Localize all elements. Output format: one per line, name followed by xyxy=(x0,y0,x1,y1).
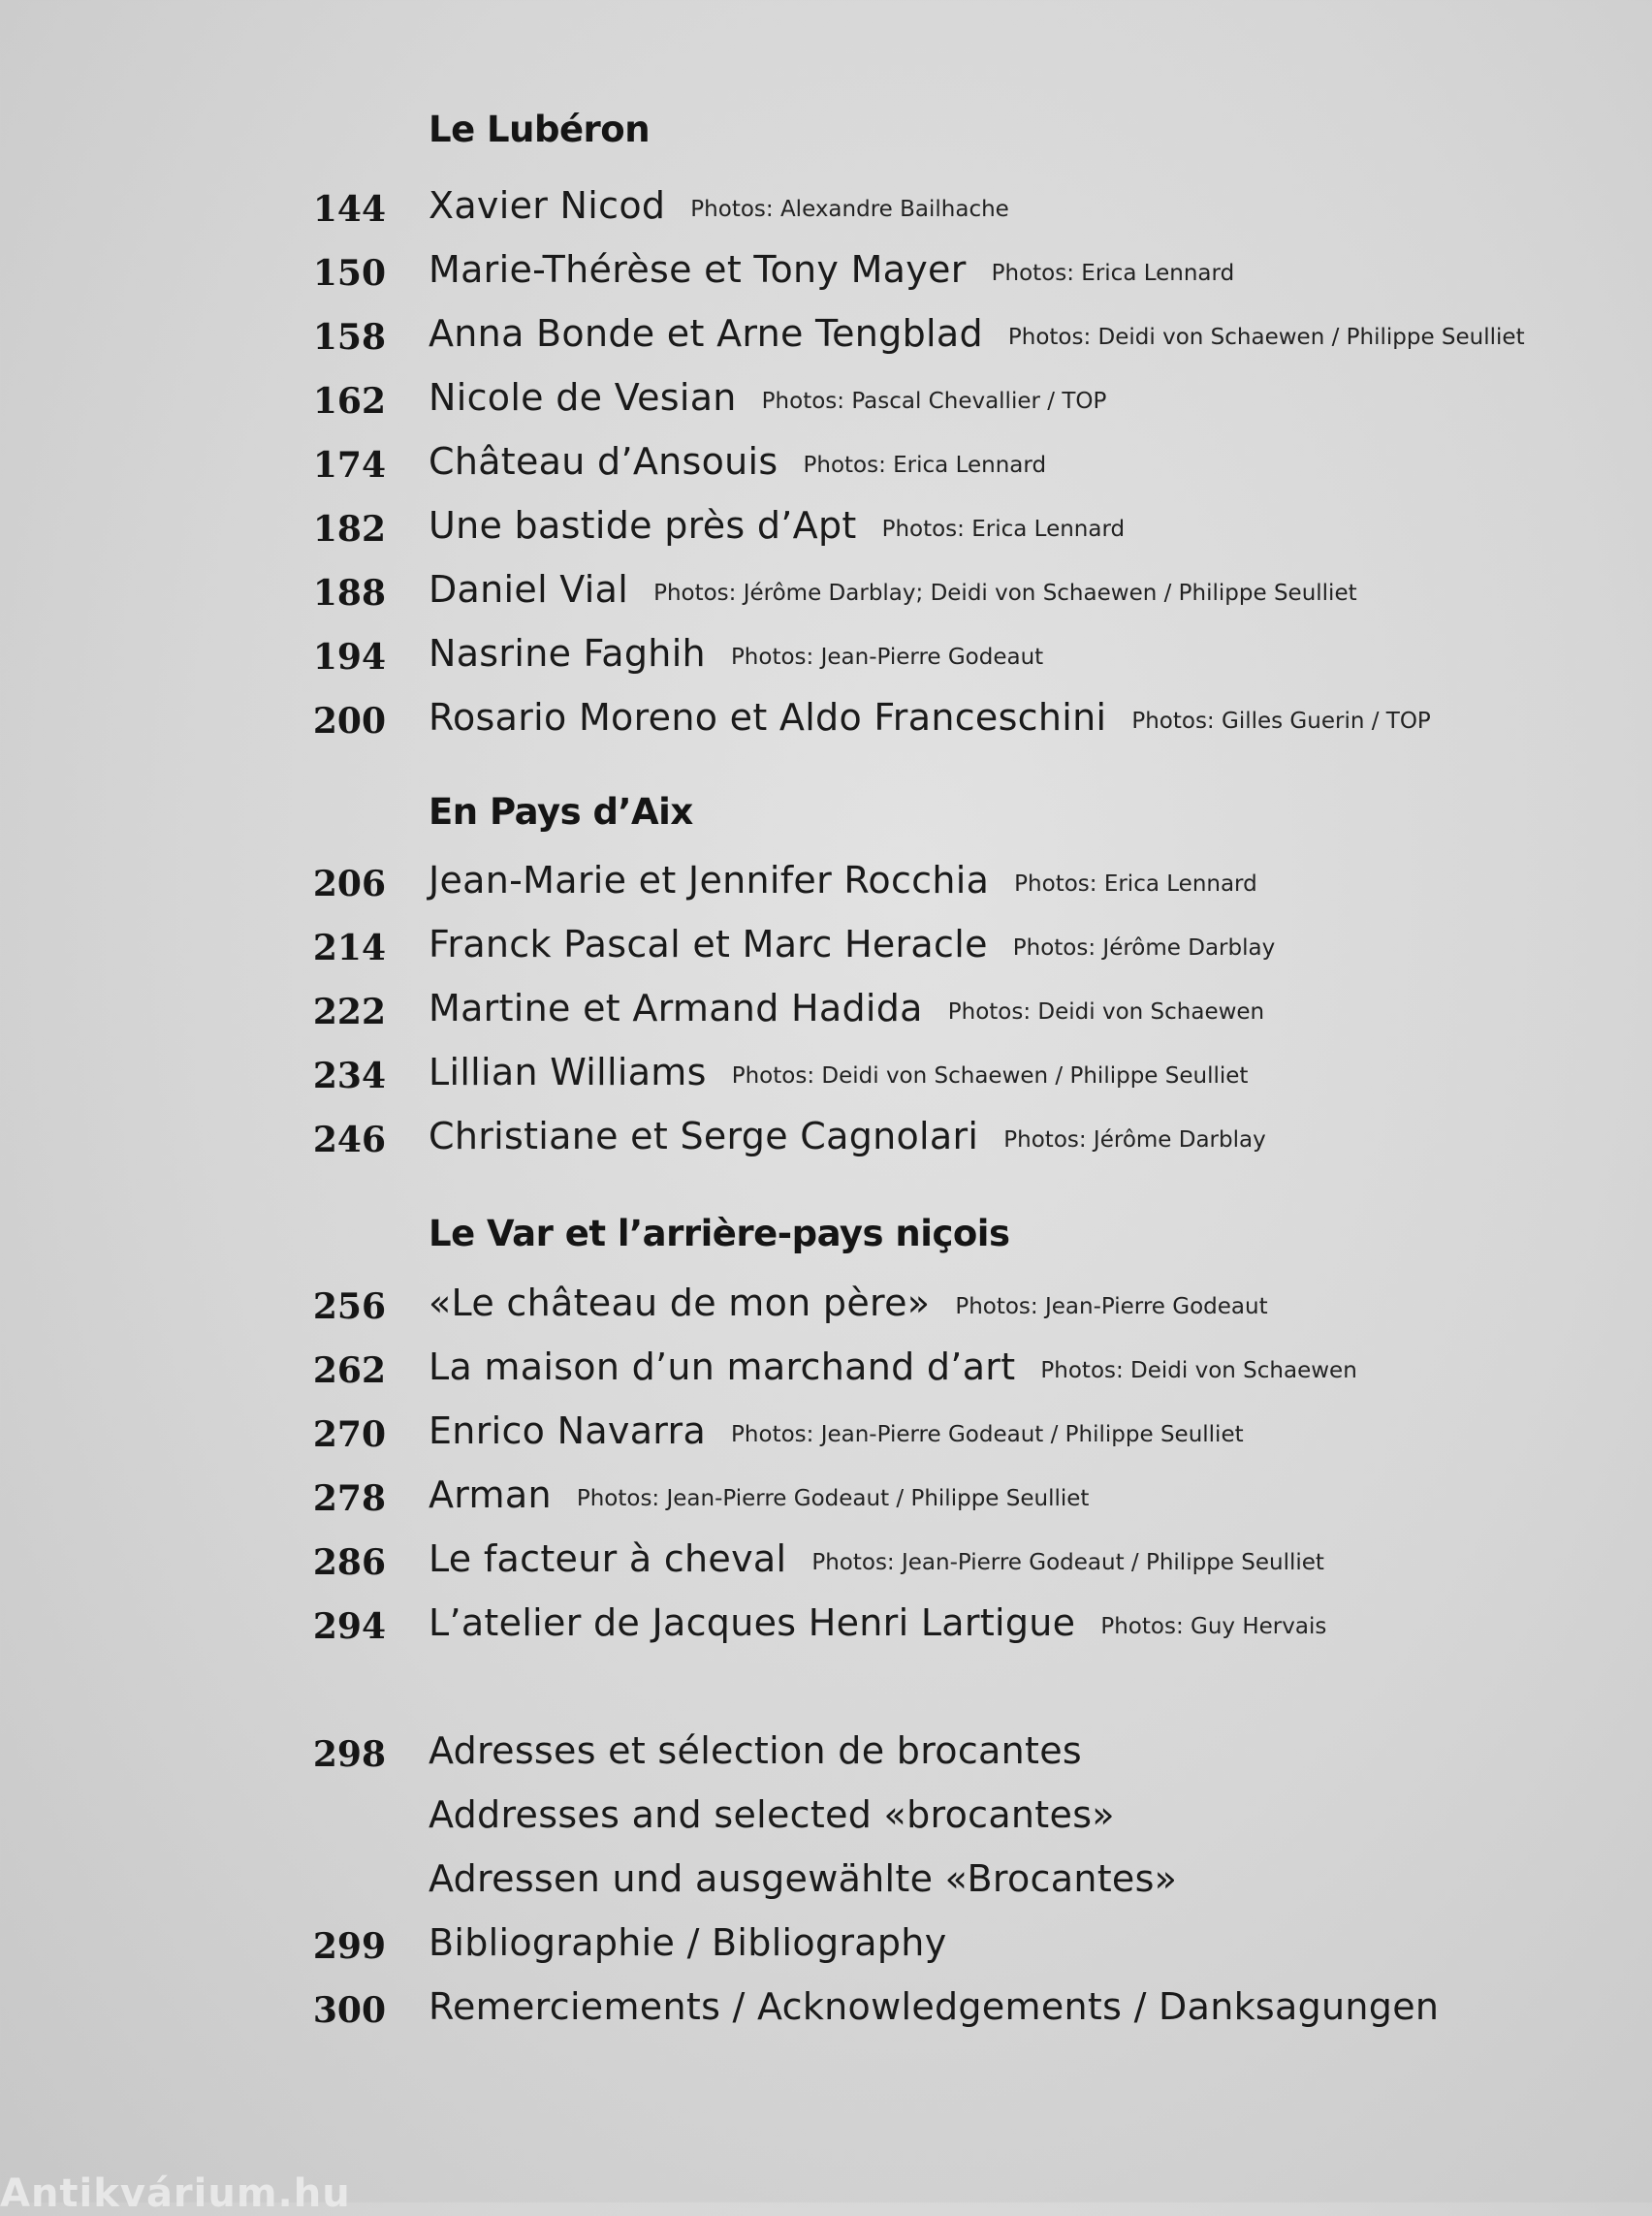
toc-entry xyxy=(0,560,1652,618)
photo-credit: Photos: Pascal Chevallier / TOP xyxy=(761,389,1107,414)
page-number: 158 xyxy=(312,317,386,358)
photo-credit: Photos: Deidi von Schaewen / Philippe Seulliet xyxy=(731,1063,1249,1089)
page-number: 200 xyxy=(312,701,386,742)
toc-entry xyxy=(0,1338,1652,1396)
entry-title: Le facteur à cheval xyxy=(429,1537,787,1580)
watermark: Antikvárium.hu xyxy=(0,2171,351,2216)
photo-credit: Photos: Jean-Pierre Godeaut / Philippe Seulliet xyxy=(731,1422,1244,1447)
toc-entry xyxy=(0,688,1652,746)
entry-title: Nicole de Vesian xyxy=(429,376,737,419)
entry-title: L’atelier de Jacques Henri Lartigue xyxy=(429,1601,1076,1644)
toc-entry xyxy=(0,1402,1652,1460)
toc-entry-bibliography xyxy=(0,1914,1652,1972)
entry-title: Arman xyxy=(429,1473,552,1516)
entry-title: Franck Pascal et Marc Heracle xyxy=(429,923,988,966)
page-number: 174 xyxy=(312,445,386,486)
toc-entry xyxy=(0,851,1652,909)
page-number: 182 xyxy=(312,509,386,550)
toc-entry xyxy=(0,176,1652,235)
toc-entry xyxy=(0,1530,1652,1588)
toc-entry xyxy=(0,1043,1652,1101)
entry-title: Enrico Navarra xyxy=(429,1409,707,1452)
toc-entry xyxy=(0,1274,1652,1332)
photo-credit: Photos: Jean-Pierre Godeaut xyxy=(730,645,1044,670)
photo-credit: Photos: Jérôme Darblay; Deidi von Schaewen / Philippe Seulliet xyxy=(653,581,1357,606)
entry-title: Christiane et Serge Cagnolari xyxy=(429,1115,979,1157)
page-number: 300 xyxy=(312,1990,386,2031)
entry-title: Lillian Williams xyxy=(429,1051,707,1093)
page-number: 262 xyxy=(312,1350,386,1391)
page-number: 246 xyxy=(312,1120,386,1160)
page-number: 214 xyxy=(312,928,386,968)
entry-title: Anna Bonde et Arne Tengblad xyxy=(429,312,983,355)
entry-title: Marie-Thérèse et Tony Mayer xyxy=(429,248,967,291)
page-number: 270 xyxy=(312,1414,386,1455)
section-title-pays-d-aix: En Pays d’Aix xyxy=(429,791,693,833)
page-number: 162 xyxy=(312,381,386,422)
page-number: 299 xyxy=(312,1926,386,1967)
page-number: 206 xyxy=(312,864,386,904)
entry-title: Jean-Marie et Jennifer Rocchia xyxy=(429,859,990,902)
page-number: 294 xyxy=(312,1606,386,1647)
page-number: 256 xyxy=(312,1286,386,1327)
entry-title: Martine et Armand Hadida xyxy=(429,987,923,1029)
page-number: 144 xyxy=(312,189,386,230)
toc-entry xyxy=(0,979,1652,1037)
entry-title: «Le château de mon père» xyxy=(429,1282,931,1324)
toc-entry xyxy=(0,1466,1652,1524)
photo-credit: Photos: Deidi von Schaewen / Philippe Seulliet xyxy=(1007,325,1525,350)
photo-credit: Photos: Deidi von Schaewen xyxy=(1040,1358,1357,1383)
photo-credit: Photos: Deidi von Schaewen xyxy=(947,999,1265,1025)
toc-entry xyxy=(0,496,1652,554)
toc-entry xyxy=(0,1107,1652,1165)
page-number: 222 xyxy=(312,992,386,1032)
entry-title: Une bastide près d’Apt xyxy=(429,504,857,547)
photo-credit: Photos: Erica Lennard xyxy=(803,453,1047,478)
photo-credit: Photos: Jean-Pierre Godeaut / Philippe Seulliet xyxy=(811,1550,1324,1575)
photo-credit: Photos: Jean-Pierre Godeaut / Philippe Seulliet xyxy=(576,1486,1090,1511)
toc-entry xyxy=(0,1594,1652,1652)
entry-title: Rosario Moreno et Aldo Franceschini xyxy=(429,696,1107,739)
page-number: 194 xyxy=(312,637,386,678)
entry-title: Addresses and selected «brocantes» xyxy=(429,1793,1115,1836)
toc-entry xyxy=(0,915,1652,973)
page-number: 188 xyxy=(312,573,386,614)
photo-credit: Photos: Jean-Pierre Godeaut xyxy=(955,1294,1268,1319)
page-number: 278 xyxy=(312,1478,386,1519)
photo-credit: Photos: Erica Lennard xyxy=(881,517,1126,542)
toc-entry-addresses-en xyxy=(0,1786,1652,1844)
toc-entry xyxy=(0,240,1652,299)
entry-title: Xavier Nicod xyxy=(429,184,666,227)
photo-credit: Photos: Jérôme Darblay xyxy=(1003,1127,1266,1153)
entry-title: Adresses et sélection de brocantes xyxy=(429,1729,1082,1772)
photo-credit: Photos: Guy Hervais xyxy=(1100,1614,1327,1639)
photo-credit: Photos: Alexandre Bailhache xyxy=(690,197,1009,222)
entry-title: Bibliographie / Bibliography xyxy=(429,1921,947,1964)
toc-entry-acknowledgements xyxy=(0,1978,1652,2036)
entry-title: Daniel Vial xyxy=(429,568,629,611)
entry-title: Nasrine Faghih xyxy=(429,632,706,675)
page-number: 150 xyxy=(312,253,386,294)
entry-title: Remerciements / Acknowledgements / Danksagungen xyxy=(429,1985,1440,2028)
entry-title: La maison d’un marchand d’art xyxy=(429,1345,1016,1388)
section-title-luberon: Le Lubéron xyxy=(429,109,651,150)
toc-entry xyxy=(0,432,1652,491)
entry-title: Adressen und ausgewählte «Brocantes» xyxy=(429,1857,1178,1900)
photo-credit: Photos: Erica Lennard xyxy=(1014,871,1257,897)
entry-title: Château d’Ansouis xyxy=(429,440,778,483)
page-number: 234 xyxy=(312,1056,386,1096)
toc-entry-addresses xyxy=(0,1722,1652,1780)
toc-entry-addresses-de xyxy=(0,1850,1652,1908)
toc-entry xyxy=(0,304,1652,363)
photo-credit: Photos: Gilles Guerin / TOP xyxy=(1131,709,1431,734)
toc-entry xyxy=(0,624,1652,682)
photo-credit: Photos: Jérôme Darblay xyxy=(1012,935,1276,961)
section-title-le-var: Le Var et l’arrière-pays niçois xyxy=(429,1213,1010,1254)
photo-credit: Photos: Erica Lennard xyxy=(991,261,1235,286)
toc-entry xyxy=(0,368,1652,427)
page-number: 298 xyxy=(312,1734,386,1775)
page-number: 286 xyxy=(312,1542,386,1583)
